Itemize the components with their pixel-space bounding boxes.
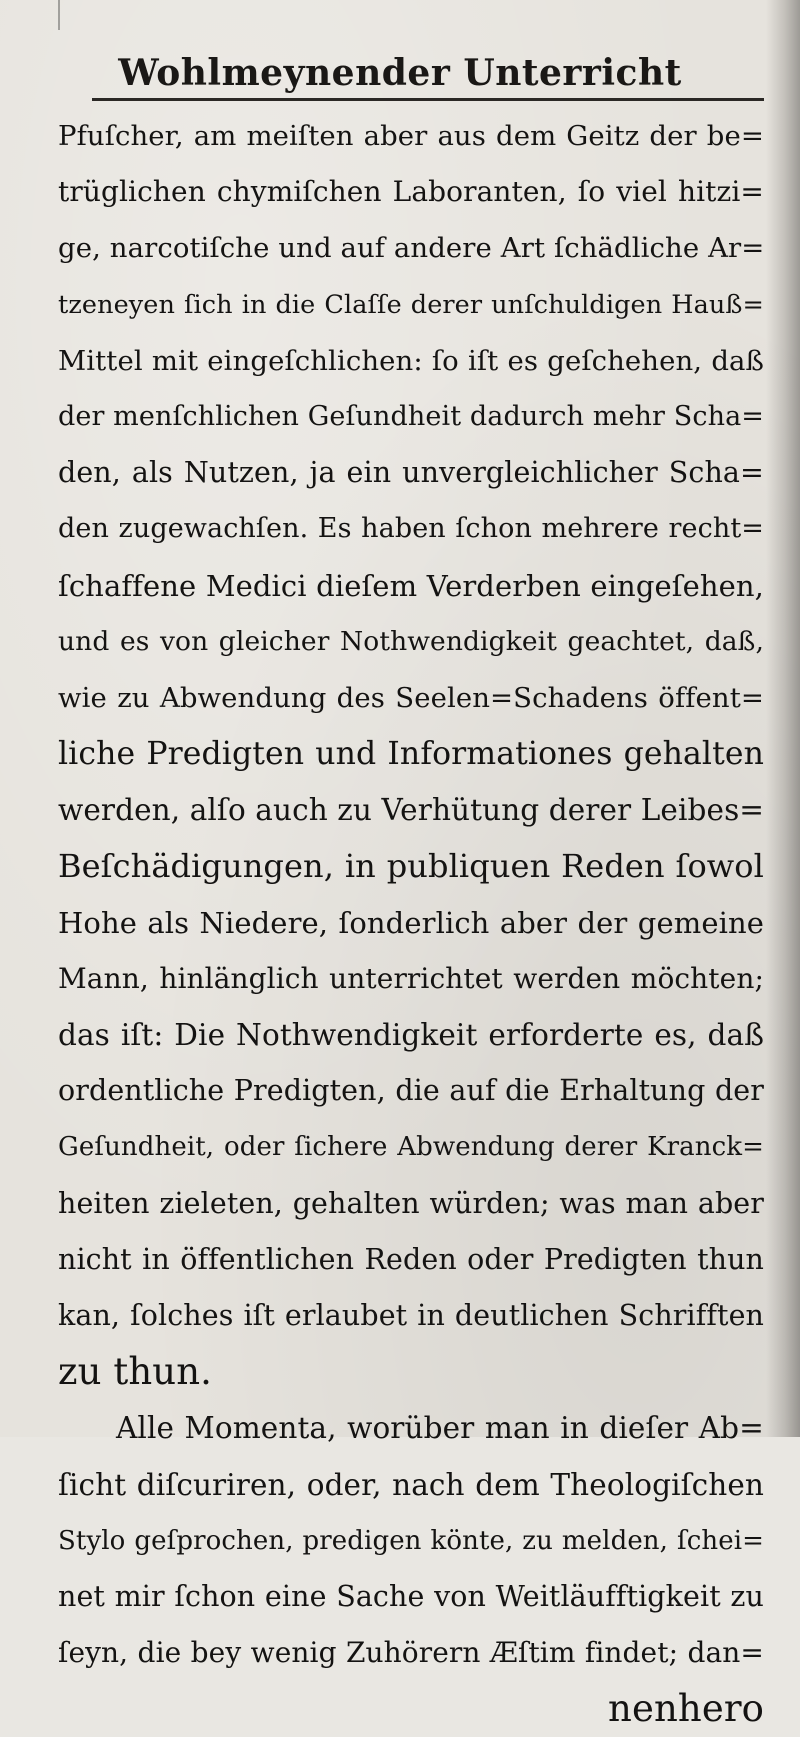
text-line: Mann, hinlänglich unterrichtet werden möchten; [58, 961, 764, 995]
text-line: ſicht diſcuriren, oder, nach dem Theologiſchen [58, 1467, 764, 1502]
text-line: Beſchädigungen, in publiquen Reden ſowol [58, 847, 764, 886]
text-line: trüglichen chymiſchen Laboranten, ſo viel hitzi= [58, 175, 764, 209]
running-title: Wohlmeynender Unterricht [118, 52, 682, 94]
text-line: tzeneyen ſich in die Claſſe derer unſchuldigen Hauß= [58, 289, 764, 320]
text-line: Stylo geſprochen, predigen könte, zu melden, ſchei= [58, 1525, 764, 1556]
text-line: wie zu Abwendung des Seelen=Schadens öffent= [58, 681, 764, 714]
text-line: heiten zieleten, gehalten würden; was man aber [58, 1186, 764, 1220]
text-line: und es von gleicher Nothwendigkeit geachtet, daß, [58, 625, 764, 657]
text-line: der menſchlichen Geſundheit dadurch mehr Scha= [58, 400, 764, 432]
text-line: nicht in öffentlichen Reden oder Predigten thun [58, 1242, 764, 1276]
text-line: den, als Nutzen, ja ein unvergleichlicher Scha= [58, 456, 764, 490]
text-line: werden, alſo auch zu Verhütung derer Leibes= [58, 793, 765, 828]
body-text [58, 108, 764, 1737]
text-line: ordentliche Predigten, die auf die Erhaltung der [58, 1074, 764, 1108]
text-line: net mir ſchon eine Sache von Weitläufftigkeit zu [58, 1579, 764, 1613]
text-line: das iſt: Die Nothwendigkeit erforderte es, daß [58, 1018, 764, 1052]
text-line: Geſundheit, oder ſichere Abwendung derer Kranck= [58, 1132, 764, 1163]
text-line: Pfuſcher, am meiſten aber aus dem Geitz der be= [58, 120, 764, 152]
text-line: ſeyn, die bey wenig Zuhörern Æſtim findet; dan= [58, 1636, 764, 1670]
running-header [0, 52, 800, 94]
text-line: liche Predigten und Informationes gehalten [58, 736, 764, 773]
catchword: nenhero [608, 1687, 764, 1731]
text-line: kan, ſolches iſt erlaubet in deutlichen Schrifften [58, 1298, 764, 1332]
paragraph-start-line: Alle Momenta, worüber man in dieſer Ab= [116, 1411, 764, 1446]
text-line: den zugewachſen. Es haben ſchon mehrere recht= [58, 513, 764, 545]
text-line: Mittel mit eingeſchlichen: ſo iſt es geſchehen, daß [58, 344, 764, 377]
page-edge-mark [58, 0, 60, 30]
paragraph-end-line: zu thun. [58, 1350, 213, 1394]
text-line: Hohe als Niedere, ſonderlich aber der gemeine [58, 905, 764, 940]
text-line: ge, narcotiſche und auf andere Art ſchädliche Ar= [58, 232, 765, 265]
header-rule [92, 98, 764, 101]
text-line: ſchaffene Medici dieſem Verderben eingeſehen, [58, 568, 764, 603]
page-gutter-shadow [766, 0, 800, 1437]
